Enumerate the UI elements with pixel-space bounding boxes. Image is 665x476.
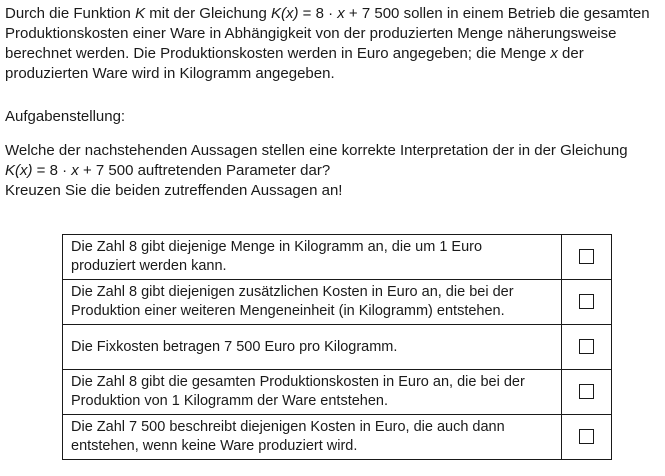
- intro-text: mit der Gleichung: [145, 5, 271, 22]
- option-checkbox-5[interactable]: [579, 429, 594, 444]
- question-paragraph: [5, 141, 665, 201]
- variable-x: x: [337, 5, 345, 22]
- intro-paragraph: [5, 4, 665, 84]
- function-term: K(x): [270, 5, 299, 22]
- option-text: Die Zahl 8 gibt diejenigen zusätzlichen Kosten in Euro an, die bei der Produktion einer weiteren Mengeneinheit (in Kilogramm) entstehen.: [63, 280, 562, 325]
- option-checkbox-1[interactable]: [579, 249, 594, 264]
- question-instruction: Kreuzen Sie die beiden zutreffenden Aussagen an!: [5, 182, 343, 199]
- option-row-1: [63, 235, 612, 280]
- intro-text: + 7 500 sollen in einem Betrieb die gesamten Produktionskosten einer Ware in Abhängigkeit von der produzierten Menge näherungsweise berechnet werden. Die Produktionskosten werden in Euro angegeben; die Menge: [5, 5, 650, 62]
- function-term: K(x): [5, 162, 33, 179]
- option-row-5: [63, 415, 612, 460]
- option-text: Die Zahl 8 gibt diejenige Menge in Kilogramm an, die um 1 Euro produziert werden kann.: [63, 235, 562, 280]
- intro-text: Durch die Funktion: [5, 5, 136, 22]
- option-checkbox-4[interactable]: [579, 384, 594, 399]
- intro-text: der produzierten Ware wird in Kilogramm angegeben.: [5, 45, 584, 82]
- option-text: Die Zahl 7 500 beschreibt diejenigen Kosten in Euro, die auch dann entstehen, wenn keine Ware produziert wird.: [63, 415, 562, 460]
- option-checkbox-3[interactable]: [579, 339, 594, 354]
- question-line-1: Welche der nachstehenden Aussagen stellen eine korrekte Interpretation der in der Gleichung: [5, 142, 628, 159]
- task-heading: Aufgabenstellung:: [5, 108, 126, 125]
- option-row-3: [63, 325, 612, 370]
- option-row-4: [63, 370, 612, 415]
- answer-options-table: [62, 234, 612, 460]
- question-text: = 8 ·: [32, 162, 72, 179]
- question-text: + 7 500 auftretenden Parameter dar?: [78, 162, 331, 179]
- option-text: Die Fixkosten betragen 7 500 Euro pro Kilogramm.: [63, 325, 562, 370]
- variable-x: x: [550, 45, 558, 62]
- intro-text: = 8 ·: [298, 5, 338, 22]
- question-line-2: [5, 161, 665, 181]
- option-checkbox-2[interactable]: [579, 294, 594, 309]
- function-name: K: [135, 5, 146, 22]
- option-row-2: [63, 280, 612, 325]
- option-text: Die Zahl 8 gibt die gesamten Produktionskosten in Euro an, die bei der Produktion von 1 Kilogramm der Ware entstehen.: [63, 370, 562, 415]
- variable-x: x: [71, 162, 79, 179]
